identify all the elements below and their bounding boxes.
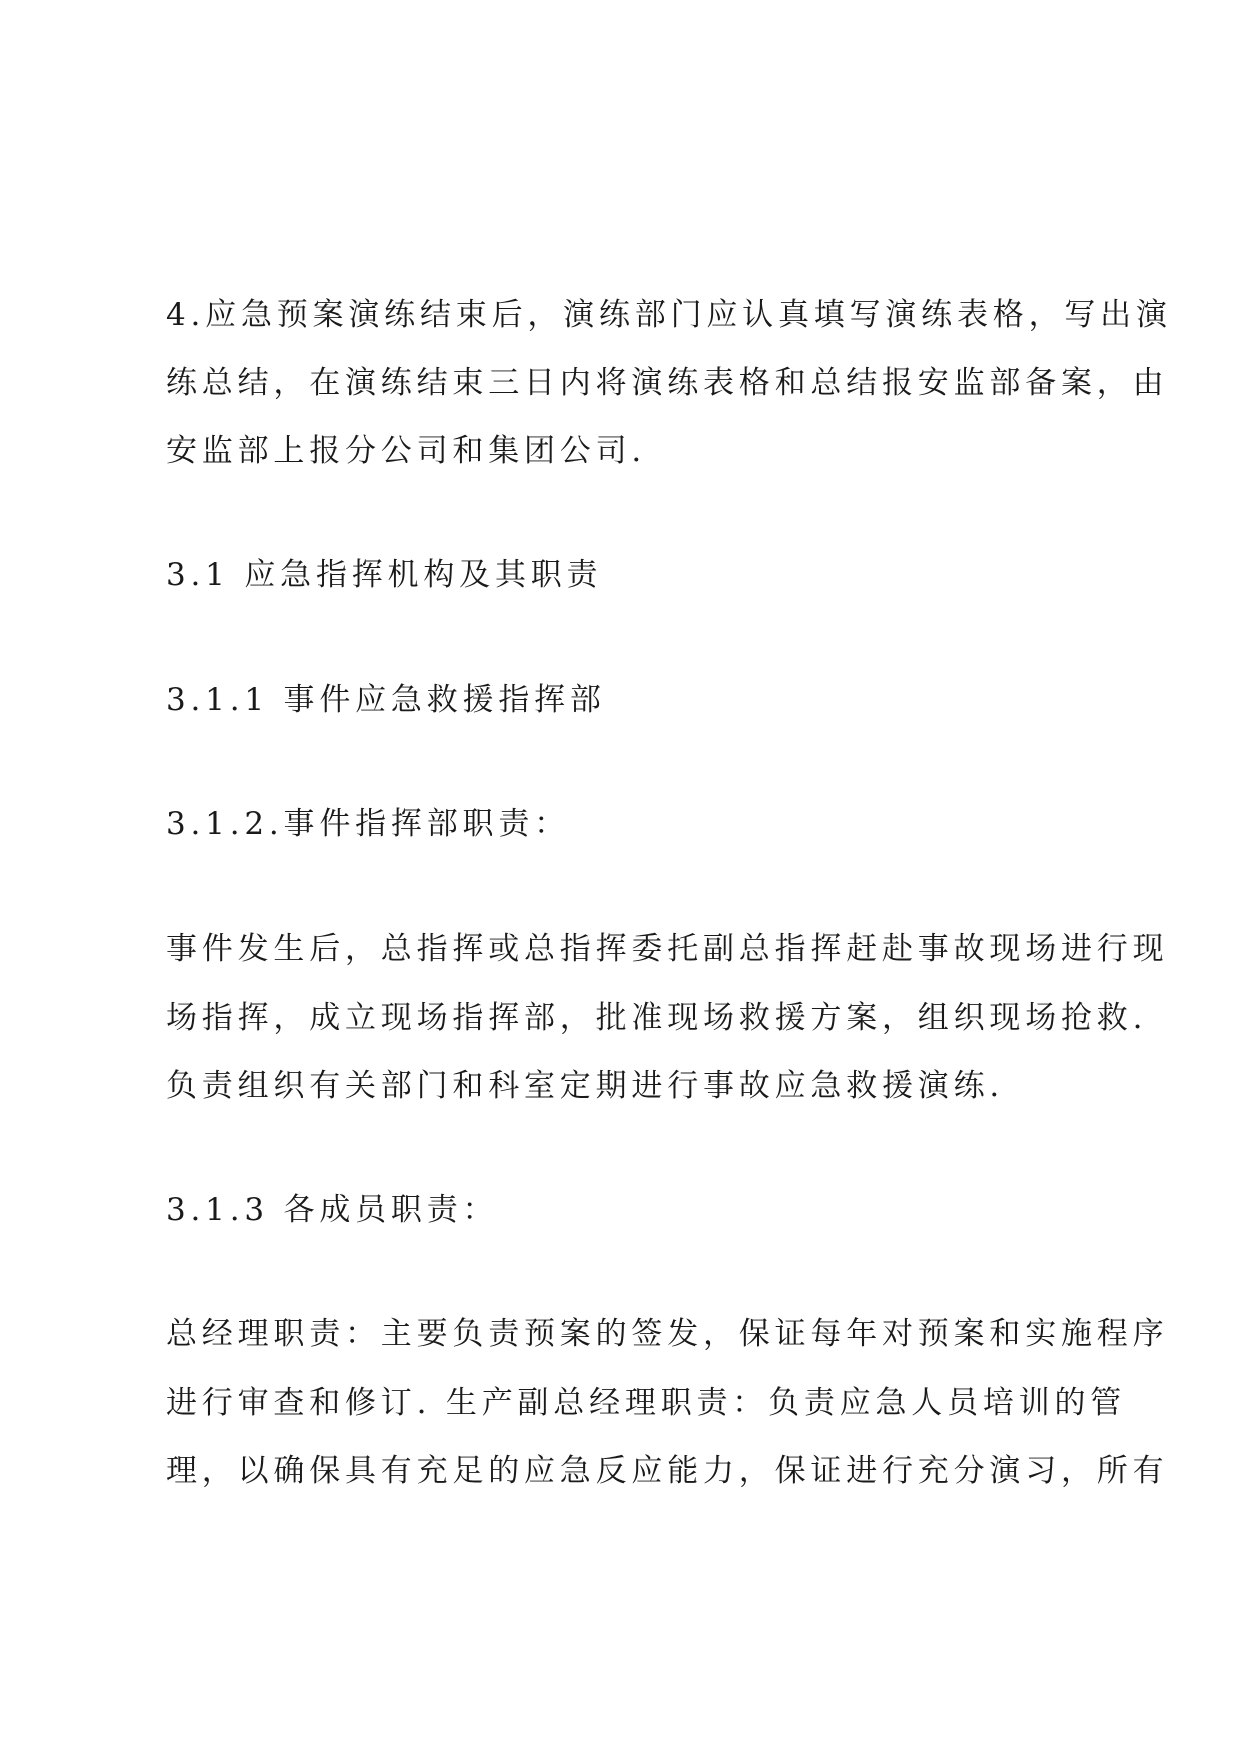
section-heading: 3.1.3 各成员职责： — [166, 1192, 499, 1228]
section-heading: 3.1.1 事件应急救援指挥部 — [166, 682, 606, 718]
text-line: 4.应急预案演练结束后，演练部门应认真填写演练表格，写出演 — [166, 297, 1172, 333]
text-line: 负责组织有关部门和科室定期进行事故应急救援演练. — [166, 1068, 1005, 1104]
text-line: 进行审查和修订. 生产副总经理职责：负责应急人员培训的管 — [166, 1385, 1127, 1421]
text-line: 安监部上报分公司和集团公司. — [166, 433, 647, 469]
text-line: 事件发生后，总指挥或总指挥委托副总指挥赶赴事故现场进行现 — [166, 931, 1169, 967]
text-line: 练总结，在演练结束三日内将演练表格和总结报安监部备案，由 — [166, 365, 1169, 401]
section-heading: 3.1.2.事件指挥部职责： — [166, 806, 570, 842]
text-line: 场指挥，成立现场指挥部，批准现场救援方案，组织现场抢救. — [166, 1000, 1148, 1036]
text-line: 理，以确保具有充足的应急反应能力，保证进行充分演习，所有 — [166, 1453, 1169, 1489]
section-heading: 3.1 应急指挥机构及其职责 — [166, 557, 603, 593]
text-line: 总经理职责：主要负责预案的签发，保证每年对预案和实施程序 — [166, 1316, 1169, 1352]
